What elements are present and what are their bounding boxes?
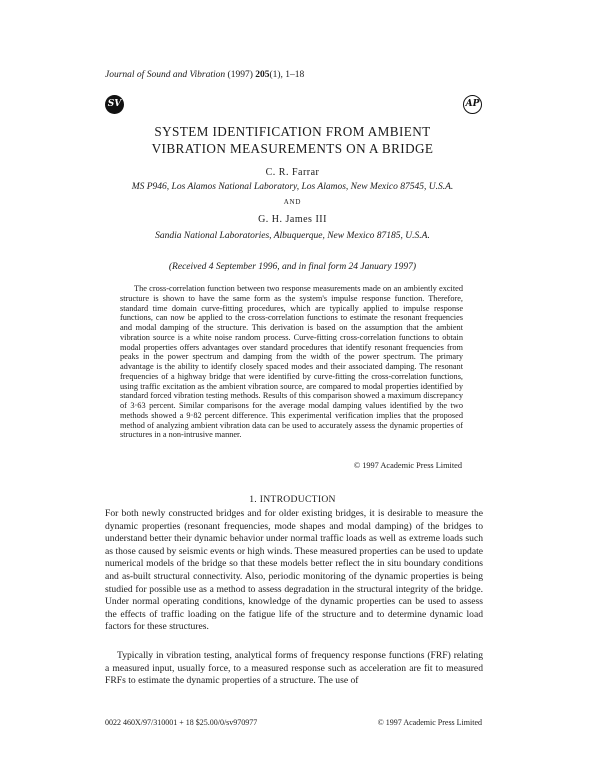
sv-logo-icon: SV [105, 95, 124, 114]
intro-paragraph-1: For both newly constructed bridges and for older existing bridges, it is desirable to measure the dynamic properties (resonant frequencies, mode shapes and modal damping) of the bridges to understand better their dynamic behavior under normal traffic loads as well as extreme loads such as those caused by seismic events or high winds. These measured properties can be used to update numerical models of the bridge so that these models better reflect the in situ boundary conditions and as-built structural connectivity. Also, periodic monitoring of the dynamic properties is being studied for possible use as a method to assess degradation in the structural integrity of the bridge. Under normal operating conditions, knowledge of the dynamic properties can be used to assess the effects of traffic loading on the fatigue life of the structure and to determine dynamic load factors for these structures. [105, 508, 483, 633]
title-line-2: VIBRATION MEASUREMENTS ON A BRIDGE [151, 141, 434, 156]
ap-logo-icon: AP [463, 95, 482, 114]
journal-citation [105, 70, 304, 80]
journal-issue-pages: (1), 1–18 [269, 70, 305, 80]
journal-volume: 205 [255, 70, 270, 80]
received-date: (Received 4 September 1996, and in final form 24 January 1997) [168, 262, 417, 272]
author-2: G. H. James III [258, 214, 327, 225]
journal-name: Journal of Sound and Vibration [105, 70, 226, 80]
intro-paragraph-2: Typically in vibration testing, analytical forms of frequency response functions (FRF) relating a measured input, usually force, to a measured response such as acceleration are fit to measured FRFs to estimate the dynamic properties of a structure. The use of [105, 650, 483, 687]
title-line-1: SYSTEM IDENTIFICATION FROM AMBIENT [154, 124, 431, 139]
footer-identifier: 0022 460X/97/310001 + 18 $25.00/0/sv970977 [105, 718, 258, 727]
paper-title [100, 123, 485, 157]
journal-year: (1997) [227, 70, 253, 80]
affiliation-2: Sandia National Laboratories, Albuquerque, New Mexico 87185, U.S.A. [155, 231, 430, 241]
abstract-copyright: © 1997 Academic Press Limited [353, 461, 462, 470]
and-separator: AND [283, 198, 302, 206]
abstract-text: The cross-correlation function between two response measurements made on an ambiently excited structure is shown to have the same form as the system's impulse response function. Therefore, standard time domain curve-fitting procedures, which are typically applied to impulse response functions, can now be applied to the cross-correlation functions to estimate the resonant frequencies and modal damping of the structure. This derivation is based on the assumption that the ambient vibration source is a white noise random process. Curve-fitting cross-correlation functions to obtain modal properties offers advantages over standard procedures that identify resonant frequencies from peaks in the power spectrum and damping from the width of the power spectrum. The primary advantage is the ability to identify closely spaced modes and their associated damping. The resonant frequencies of a highway bridge that were identified by curve-fitting the cross-correlation functions, using traffic excitation as the ambient vibration source, are compared to modal properties identified by standard forced vibration testing methods. Results of this comparison showed a maximum discrepancy of 3·63 percent. Similar comparisons for the average modal damping values identified by the two methods showed a 9·82 percent difference. This experimental verification implies that the proposed method of analyzing ambient vibration data can be used to accurately assess the dynamic properties of structures in a non-intrusive manner. [120, 284, 463, 440]
affiliation-1: MS P946, Los Alamos National Laboratory, Los Alamos, New Mexico 87545, U.S.A. [131, 182, 454, 192]
footer-copyright: © 1997 Academic Press Limited [377, 718, 482, 727]
section-heading-introduction: 1. INTRODUCTION [249, 494, 336, 505]
author-1: C. R. Farrar [265, 167, 320, 178]
